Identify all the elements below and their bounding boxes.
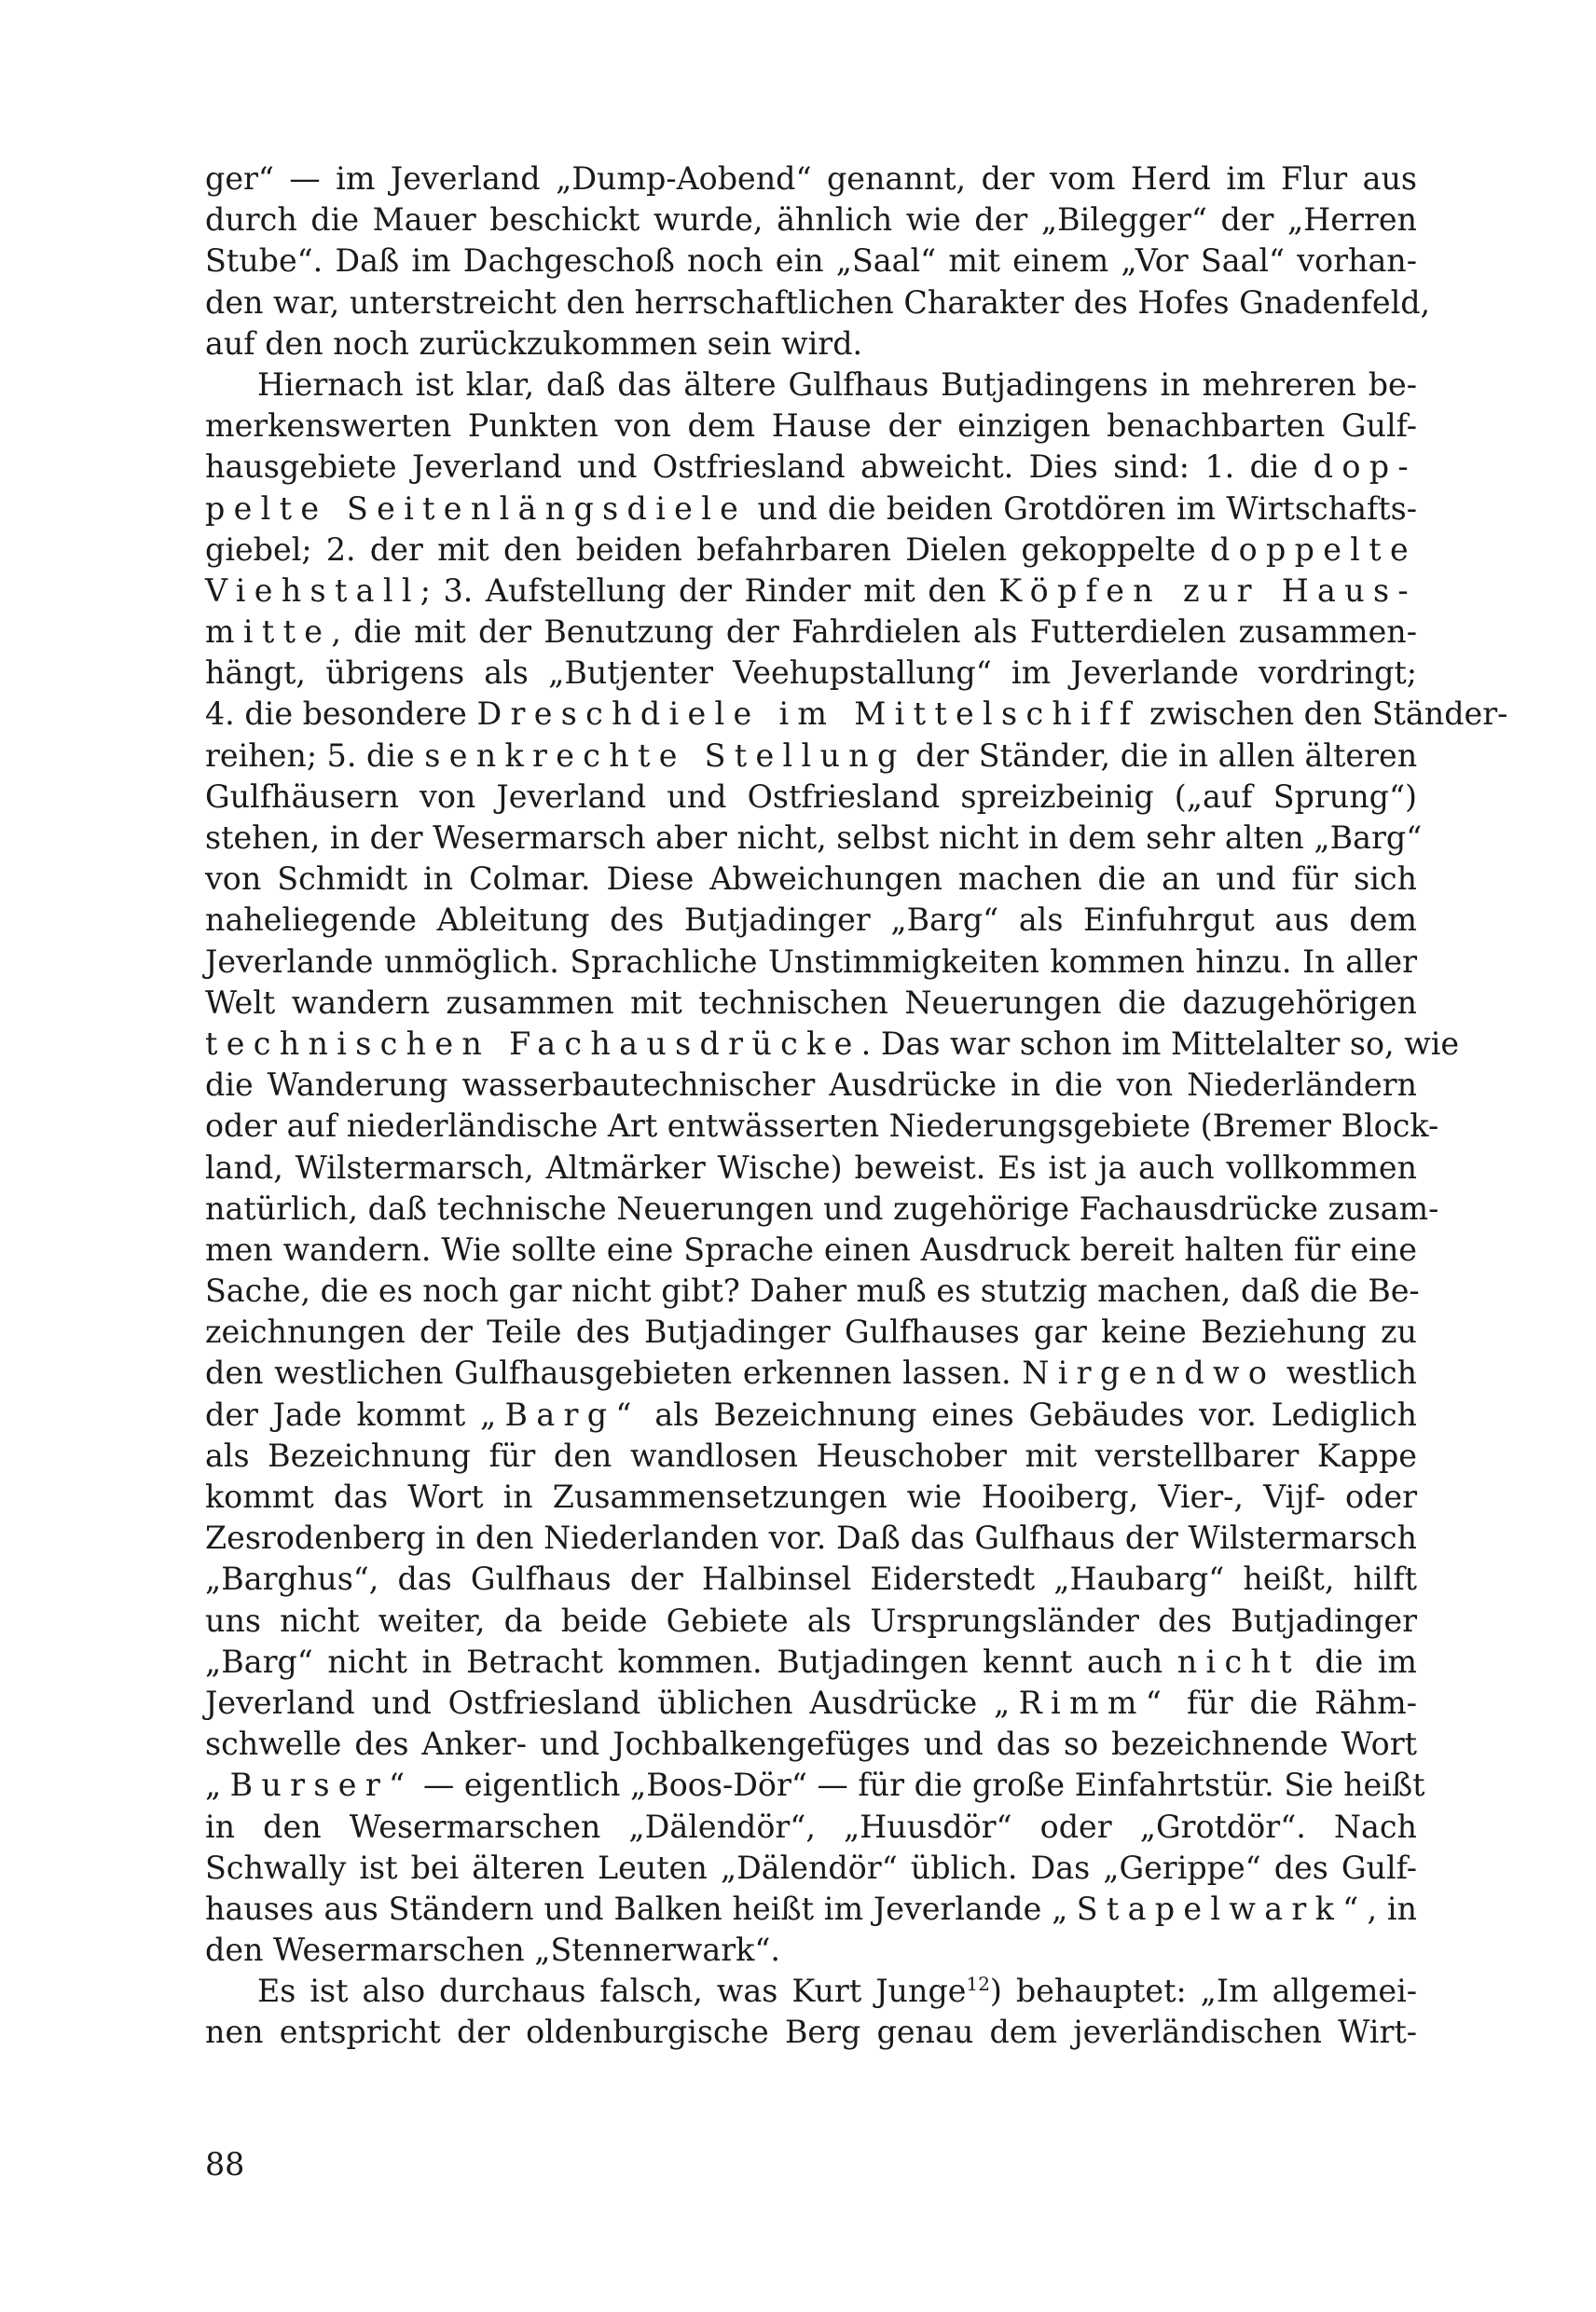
text-line: schwelle des Anker- und Jochbalkengefüges und das so bezeichnende Wort bbox=[205, 1726, 1417, 1763]
text-line: naheliegende Ableitung des Butjadinger „Barg“ als Einfuhrgut aus dem bbox=[205, 901, 1417, 939]
text-segment: westlich bbox=[1286, 1355, 1417, 1392]
text-line bbox=[205, 1765, 1425, 1806]
text-line: von Schmidt in Colmar. Diese Abweichungen machen die an und für sich bbox=[205, 860, 1417, 898]
spaced-emphasis: dop- bbox=[1313, 448, 1417, 486]
text-segment: „Barg“ nicht in Betracht kommen. Butjadingen kennt auch bbox=[205, 1643, 1163, 1680]
text-segment: zwischen den Ständer- bbox=[1149, 695, 1508, 733]
text-line bbox=[205, 1395, 1417, 1436]
footnote-reference: 12 bbox=[966, 1973, 990, 1996]
text-segment: — eigentlich „Boos-Dör“ — für die große Einfahrtstür. Sie heißt bbox=[413, 1767, 1425, 1804]
text-segment: ; 3. Aufstellung der Rinder mit den bbox=[420, 571, 986, 609]
text-line: auf den noch zurückzukommen sein wird. bbox=[205, 324, 863, 362]
text-line: „Barghus“, das Gulfhaus der Halbinsel Eiderstedt „Haubarg“ heißt, hilft bbox=[205, 1561, 1417, 1598]
text-line: durch die Mauer beschickt wurde, ähnlich wie der „Bilegger“ der „Herren bbox=[205, 201, 1417, 239]
text-line: Welt wandern zusammen mit technischen Neuerungen die dazugehörigen bbox=[205, 984, 1417, 1021]
text-segment: hausgebiete Jeverland und Ostfriesland abweicht. Dies sind: 1. die bbox=[205, 448, 1299, 486]
text-line: kommt das Wort in Zusammensetzungen wie Hooiberg, Vier-, Vijf- oder bbox=[205, 1479, 1417, 1515]
spaced-emphasis: doppelte bbox=[1209, 530, 1417, 568]
text-segment: die im bbox=[1314, 1643, 1417, 1680]
text-line: land, Wilstermarsch, Altmärker Wische) beweist. Es ist ja auch vollkommen bbox=[205, 1149, 1417, 1186]
text-line bbox=[205, 736, 1417, 777]
text-segment: für die Rähm- bbox=[1186, 1684, 1417, 1721]
spaced-emphasis: „Burser“ bbox=[205, 1767, 414, 1804]
paragraph-1 bbox=[205, 158, 1431, 365]
text-line bbox=[205, 1971, 1417, 2012]
text-segment: , die mit der Benutzung der Fahrdielen als Futterdielen zusammen- bbox=[331, 613, 1417, 651]
text-line: in den Wesermarschen „Dälendör“, „Huusdör“ oder „Grotdör“. Nach bbox=[205, 1808, 1417, 1845]
page-number: 88 bbox=[205, 2146, 245, 2182]
text-line bbox=[205, 612, 1417, 653]
spaced-emphasis: Nirgendwo bbox=[1022, 1355, 1276, 1392]
text-line: uns nicht weiter, da beide Gebiete als Ursprungsländer des Butjadinger bbox=[205, 1602, 1417, 1639]
text-segment: . Das war schon im Mittelalter so, wie bbox=[860, 1025, 1460, 1062]
spaced-emphasis: technischen Fachausdrücke bbox=[205, 1025, 861, 1062]
text-segment: ) behauptet: „Im allgemei- bbox=[989, 1973, 1417, 2010]
text-segment: und die beiden Grotdören im Wirtschafts- bbox=[757, 489, 1417, 527]
paragraph-2 bbox=[205, 365, 1508, 1971]
text-line: die Wanderung wasserbautechnischer Ausdrücke in die von Niederländern bbox=[205, 1067, 1417, 1104]
spaced-emphasis: „Stapelwark“ bbox=[1052, 1890, 1368, 1927]
spaced-emphasis: mitte bbox=[205, 613, 332, 651]
spaced-emphasis: „Barg“ bbox=[479, 1396, 640, 1433]
text-line bbox=[205, 1683, 1417, 1724]
text-segment: hauses aus Ständern und Balken heißt im Jeverlande bbox=[205, 1890, 1042, 1927]
text-line: als Bezeichnung für den wandlosen Heuschober mit verstellbarer Kappe bbox=[205, 1437, 1417, 1474]
text-segment: der Ständer, die in allen älteren bbox=[915, 736, 1418, 774]
spaced-emphasis: „Rimm“ bbox=[994, 1684, 1171, 1721]
text-line: ger“ — im Jeverland „Dump-Aobend“ genannt, der vom Herd im Flur aus bbox=[205, 160, 1417, 197]
text-segment: 4. die besondere bbox=[205, 695, 467, 733]
text-segment: giebel; 2. der mit den beiden befahrbaren Dielen gekoppelte bbox=[205, 530, 1196, 568]
spaced-emphasis: nicht bbox=[1176, 1643, 1300, 1680]
spaced-emphasis: Dreschdiele im Mittelschiff bbox=[476, 695, 1140, 733]
text-line: Gulfhäusern von Jeverland und Ostfriesland spreizbeinig („auf Sprung“) bbox=[205, 778, 1417, 815]
body-text bbox=[205, 158, 1508, 2054]
spaced-emphasis: senkrechte Stellung bbox=[424, 736, 906, 774]
text-line: natürlich, daß technische Neuerungen und zugehörige Fachausdrücke zusam- bbox=[205, 1190, 1439, 1227]
text-segment: , in bbox=[1367, 1890, 1417, 1927]
spaced-emphasis: Viehstall bbox=[205, 571, 420, 609]
text-line: den war, unterstreicht den herrschaftlichen Charakter des Hofes Gnadenfeld, bbox=[205, 283, 1431, 321]
text-line: Jeverlande unmöglich. Sprachliche Unstimmigkeiten kommen hinzu. In aller bbox=[205, 943, 1417, 980]
text-line bbox=[205, 489, 1417, 530]
text-line bbox=[205, 1353, 1417, 1394]
text-segment: Jeverland und Ostfriesland üblichen Ausdrücke bbox=[205, 1684, 978, 1721]
text-line: Zesrodenberg in den Niederlanden vor. Daß das Gulfhaus der Wilstermarsch bbox=[205, 1520, 1417, 1557]
text-segment: Es ist also durchaus falsch, was Kurt Junge bbox=[257, 1973, 967, 2010]
text-line bbox=[205, 530, 1417, 571]
text-segment: als Bezeichnung eines Gebäudes vor. Lediglich bbox=[654, 1396, 1417, 1433]
text-line bbox=[205, 447, 1417, 488]
paragraph-3 bbox=[205, 1971, 1417, 2053]
text-segment: den westlichen Gulfhausgebieten erkennen lassen. bbox=[205, 1355, 1011, 1392]
text-line bbox=[205, 1642, 1417, 1683]
text-line: Stube“. Daß im Dachgeschoß noch ein „Saal“ mit einem „Vor Saal“ vorhan- bbox=[205, 242, 1417, 280]
text-line bbox=[205, 1024, 1460, 1065]
text-line bbox=[205, 571, 1417, 612]
text-line: Sache, die es noch gar nicht gibt? Daher muß es stutzig machen, daß die Be- bbox=[205, 1273, 1420, 1310]
text-segment: reihen; 5. die bbox=[205, 736, 415, 774]
spaced-emphasis: Köpfen zur Haus- bbox=[998, 571, 1417, 609]
text-line: nen entspricht der oldenburgische Berg genau dem jeverländischen Wirt- bbox=[205, 2014, 1417, 2051]
text-line: Schwally ist bei älteren Leuten „Dälendör“ üblich. Das „Gerippe“ des Gulf- bbox=[205, 1849, 1417, 1886]
text-line: merkenswerten Punkten von dem Hause der einzigen benachbarten Gulf- bbox=[205, 407, 1417, 445]
text-line: stehen, in der Wesermarsch aber nicht, selbst nicht in dem sehr alten „Barg“ bbox=[205, 819, 1423, 856]
text-line: den Wesermarschen „Stennerwark“. bbox=[205, 1932, 780, 1969]
text-line bbox=[205, 1889, 1417, 1930]
text-line bbox=[205, 694, 1508, 735]
text-line: men wandern. Wie sollte eine Sprache einen Ausdruck bereit halten für eine bbox=[205, 1231, 1417, 1268]
text-line: hängt, übrigens als „Butjenter Veehupstallung“ im Jeverlande vordringt; bbox=[205, 654, 1417, 692]
text-line: zeichnungen der Teile des Butjadinger Gulfhauses gar keine Beziehung zu bbox=[205, 1314, 1417, 1351]
text-line: oder auf niederländische Art entwässerten Niederungsgebiete (Bremer Block- bbox=[205, 1108, 1439, 1145]
spaced-emphasis: pelte Seitenlängsdiele bbox=[205, 489, 748, 527]
text-line: Hiernach ist klar, daß das ältere Gulfhaus Butjadingens in mehreren be- bbox=[257, 365, 1417, 403]
text-segment: der Jade kommt bbox=[205, 1396, 466, 1433]
